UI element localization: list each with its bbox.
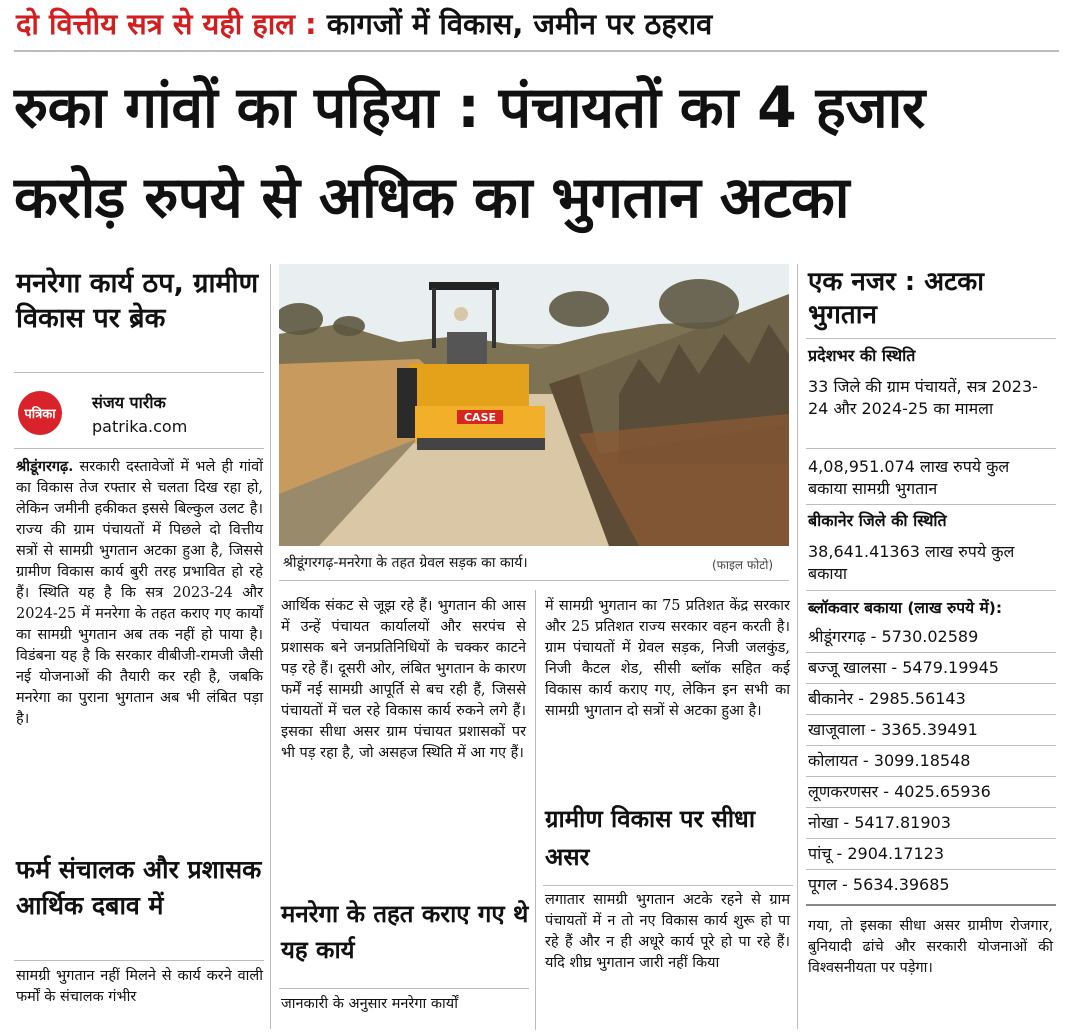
- kicker-red: दो वित्तीय सत्र से यही हाल :: [16, 7, 317, 41]
- col3-para1: में सामग्री भुगतान का 75 प्रतिशत केंद्र सरकार और 25 प्रतिशत राज्य सरकार वहन करती है। ग्राम पंचायतों में ग्रेवल सड़क, निजी जलकुंड, निजी कैटल शेड, सीसी ब्लॉक सहित कई विकास कार्य कराए गए, लेकिन इन सभी का सामग्री भुगतान दो सत्रों से अटका हुआ है।: [545, 598, 790, 719]
- block-divider: [806, 683, 1056, 684]
- district-text: 38,641.41363 लाख रुपये कुल बकाया: [808, 542, 1015, 583]
- col3-para2: लगातार सामग्री भुगतान अटके रहने से ग्राम पंचायतों में न तो नए विकास कार्य शुरू हो पा रहे हैं और न ही अधूरे कार्य पूरे हो पा रहे हैं। यदि शीघ्र भुगतान जारी नहीं किया: [545, 892, 790, 971]
- kicker: [16, 4, 712, 43]
- col-divider-2: [535, 590, 536, 1030]
- block-divider: [806, 714, 1056, 715]
- block-divider: [806, 745, 1056, 746]
- block-divider: [806, 776, 1056, 777]
- block-item: श्रीडूंगरगढ़ - 5730.02589: [808, 627, 979, 646]
- block-item: खाजूवाला - 3365.39491: [808, 720, 978, 739]
- col4-rule-4: [806, 590, 1056, 591]
- top-rule: [14, 50, 1059, 52]
- block-item: पांचू - 2904.17123: [808, 844, 945, 863]
- col4-rule-3: [806, 504, 1056, 505]
- headline-line1: रुका गांवों का पहिया : पंचायतों का 4 हजार: [14, 75, 925, 141]
- col1-para1-text: सरकारी दस्तावेजों में भले ही गांवों का विकास तेज रफ्तार से चलता दिख रहा हो, लेकिन जमीनी हकीकत इससे बिल्कुल उलट है। राज्य की ग्राम पंचायतों में पिछले दो वित्तीय सत्रों से सामग्री भुगतान अटका हुआ है, जिससे ग्रामीण विकास कार्य बुरी तरह प्रभावित हो रहे हैं। स्थिति यह है कि सत्र 2023-24 और 2024-25 में मनरेगा के तहत कराए गए कार्यों का सामग्री भुगतान अब तक नहीं हो पाया है। विडंबना यह है कि सरकार वीबीजी-रामजी जैसी नई योजनाओं की तैयारी कर रही है, जबकि मनरेगा का पुराना भुगतान अब भी लंबित पड़ा है।: [16, 459, 264, 727]
- dateline: श्रीडूंगरगढ़.: [16, 458, 74, 475]
- col2-subhead: मनरेगा के तहत कराए गए थे यह कार्य: [281, 900, 529, 964]
- col4-box-end: [806, 904, 1056, 906]
- kicker-black: कागजों में विकास, जमीन पर ठहराव: [326, 7, 713, 41]
- block-item: लूणकरणसर - 4025.65936: [808, 782, 991, 801]
- col1-rule: [14, 372, 264, 373]
- block-item: नोखा - 5417.81903: [808, 813, 951, 832]
- photo-caption: श्रीडूंगरगढ़-मनरेगा के तहत ग्रेवल सड़क का कार्य।: [283, 555, 528, 571]
- col2-rule: [279, 988, 529, 989]
- col2-para1: आर्थिक संकट से जूझ रहे हैं। भुगतान की आस में उन्हें पंचायत कार्यालयों और सरपंच से प्रशासक बने जनप्रतिनिधियों के चक्कर काटने पड़ रहे हैं। दूसरी ओर, लंबित भुगतान के कारण फर्में नई सामग्री आपूर्ति से बच रही हैं, जिससे पंचायतों में चल रहे विकास कार्य रुकने लगे हैं। इसका सीधा असर ग्राम पंचायत प्रशासकों पर भी पड़ रहा है, जो असहज स्थिति में आ गए हैं।: [281, 598, 526, 761]
- col4-para-end: गया, तो इसका सीधा असर ग्रामीण रोजगार, बुनियादी ढांचे और सरकारी योजनाओं की विश्वसनीयता पर पड़ेगा।: [808, 918, 1053, 976]
- block-divider: [806, 838, 1056, 839]
- state-title: प्रदेशभर की स्थिति: [808, 346, 916, 365]
- district-title: बीकानेर जिले की स्थिति: [808, 511, 947, 530]
- site-name: patrika.com: [92, 417, 188, 436]
- block-item: पूगल - 5634.39685: [808, 875, 950, 894]
- photo-credit: (फाइल फोटो): [712, 558, 774, 572]
- col-divider-1: [270, 264, 271, 1029]
- block-item: बीकानेर - 2985.56143: [808, 689, 966, 708]
- headline-line2: करोड़ रुपये से अधिक का भुगतान अटका: [14, 165, 850, 231]
- glance-heading: एक नजर : अटका भुगतान: [808, 267, 984, 330]
- block-divider: [806, 807, 1056, 808]
- block-item: बज्जू खालसा - 5479.19945: [808, 658, 999, 677]
- photo-illustration: [279, 264, 789, 546]
- state-text-1: 33 जिले की ग्राम पंचायतें, सत्र 2023-24 और 2024-25 का मामला: [808, 377, 1038, 418]
- author-name: संजय पारीक: [92, 393, 166, 412]
- block-divider: [806, 652, 1056, 653]
- col1-rule-3: [14, 960, 264, 961]
- col4-rule-2: [806, 448, 1056, 449]
- col1-para2: सामग्री भुगतान नहीं मिलने से कार्य करने वाली फर्मों के संचालक गंभीर: [16, 968, 263, 1005]
- col3-subhead: ग्रामीण विकास पर सीधा असर: [545, 805, 756, 872]
- block-item: कोलायत - 3099.18548: [808, 751, 971, 770]
- col3-rule: [543, 885, 793, 886]
- road-roller-photo: [279, 264, 789, 546]
- col4-rule-1: [806, 338, 1056, 339]
- col1-subhead2: फर्म संचालक और प्रशासक आर्थिक दबाव में: [16, 855, 262, 920]
- col1-subhead: मनरेगा कार्य ठप, ग्रामीण विकास पर ब्रेक: [16, 268, 259, 335]
- block-divider: [806, 869, 1056, 870]
- col-divider-3: [797, 264, 798, 1029]
- state-text-2: 4,08,951.074 लाख रुपये कुल बकाया सामग्री भुगतान: [808, 457, 1010, 498]
- roller-brand: CASE: [463, 411, 497, 424]
- block-title: ब्लॉकवार बकाया (लाख रुपये में):: [808, 599, 1003, 617]
- col1-rule-2: [14, 448, 264, 449]
- caption-rule: [279, 580, 789, 581]
- col2-para2: जानकारी के अनुसार मनरेगा कार्यों: [281, 996, 458, 1012]
- col1-para1: [16, 456, 263, 730]
- patrika-logo: पत्रिका: [18, 391, 62, 435]
